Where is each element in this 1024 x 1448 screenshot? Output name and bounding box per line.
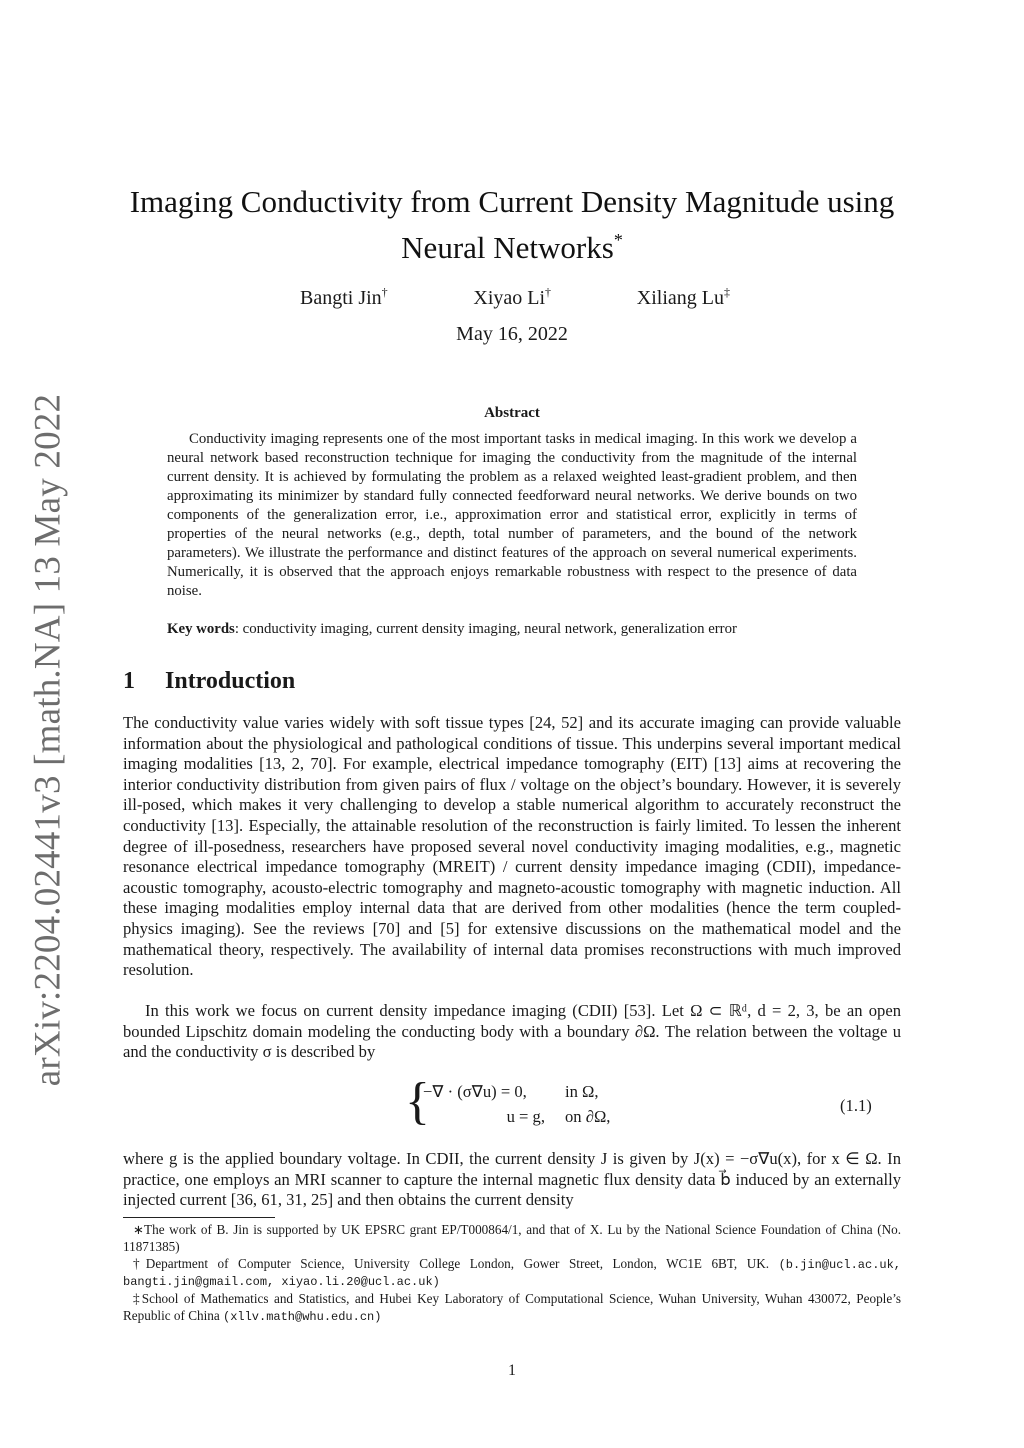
footnote-divider	[123, 1217, 275, 1218]
author: Xiliang Lu‡	[636, 285, 730, 309]
page-number: 1	[508, 1362, 516, 1379]
equation-line-1-condition: in Ω,	[565, 1082, 599, 1101]
keywords-text: : conductivity imaging, current density imaging, neural network, generalization error	[234, 621, 737, 637]
footnote-affiliation-whu: ‡School of Mathematics and Statistics, and Hubei Key Laboratory of Computational Science, Wuhan University, Wuhan 430072, People’s Republic of China (xllv.math@whu.edu.cn)	[123, 1291, 901, 1324]
arxiv-sidebar	[18, 393, 78, 1087]
keywords	[167, 620, 857, 639]
author: Bangti Jin†	[300, 285, 388, 309]
abstract-heading: Abstract	[484, 405, 540, 421]
footnote-affiliation-ucl: †Department of Computer Science, University College London, Gower Street, London, WC1E 6BT, UK. (b.jin@ucl.ac.uk, bangti.jin@gmail.com, xiyao.li.20@ucl.ac.uk)	[123, 1255, 901, 1290]
equation-line-2-lhs: u = g,	[506, 1107, 545, 1126]
footnotes	[123, 1222, 901, 1326]
author-email: (xllv.math@whu.edu.cn)	[223, 1309, 382, 1324]
equation-line-2-condition: on ∂Ω,	[565, 1107, 611, 1126]
author-list	[300, 285, 730, 310]
author-emails: (b.jin@ucl.ac.uk, bangti.jin@gmail.com, xiyao.li.20@ucl.ac.uk)	[123, 1257, 901, 1290]
abstract-body: Conductivity imaging represents one of the most important tasks in medical imaging. In this work we develop a neural network based reconstruction technique for imaging the conductivity from the magnitude of the internal current density. It is achieved by formulating the problem as a relaxed weighted least-gradient problem, and then approximating its minimizer by standard fully connected feedforward neural networks. We derive bounds on two components of the generalization error, i.e., approximation error and statistical error, explicitly in terms of properties of the neural networks (e.g., depth, total number of parameters, and the bound of the network parameters). We illustrate the performance and distinct features of the approach on several numerical experiments. Numerically, it is observed that the approach enjoys remarkable robustness with respect to the presence of data noise.	[167, 431, 857, 599]
section-heading	[123, 668, 295, 695]
footnote-funding: ∗The work of B. Jin is supported by UK EPSRC grant EP/T000864/1, and that of X. Lu by the National Science Foundation of China (No. 11871385)	[123, 1222, 901, 1254]
equation-1-1	[405, 1073, 705, 1136]
intro-paragraph-2: In this work we focus on current density impedance imaging (CDII) [53]. Let Ω ⊂ ℝᵈ, d = 2, 3, be an open bounded Lipschitz domain modeling the conducting body with a boundary ∂Ω. The relation between the voltage u and the conductivity σ is described by	[123, 1001, 901, 1062]
section-number: 1	[123, 668, 135, 694]
title-footnote-mark: *	[613, 230, 623, 250]
intro-paragraph-3: where g is the applied boundary voltage. In CDII, the current density J is given by J(x) = −σ∇u(x), for x ∈ Ω. In practice, one employs an MRI scanner to capture the internal magnetic flux density data b⃗ induced by an externally injected current [36, 61, 31, 25] and then obtains the current density	[123, 1149, 901, 1210]
intro-paragraph-1: The conductivity value varies widely with soft tissue types [24, 52] and its accurate imaging can provide valuable information about the physiological and pathological conditions of tissue. This underpins several important medical imaging modalities [13, 2, 70]. For example, electrical impedance tomography (EIT) [13] aims at recovering the interior conductivity distribution from given pairs of flux / voltage on the object’s boundary. However, it is severely ill-posed, which makes it very challenging to develop a stable numerical algorithm to accurately reconstruct the conductivity [13]. Especially, the attainable resolution of the reconstruction is fairly limited. To lessen the inherent degree of ill-posedness, researchers have proposed several novel conductivity imaging modalities, e.g., magnetic resonance electrical impedance tomography (MREIT) / current density impedance imaging (CDII), impedance-acoustic tomography, acousto-electric tomography and magneto-acoustic tomography with magnetic induction. All these imaging modalities employ internal data that are derived from other modalities (hence the term coupled-physics imaging). See the reviews [70] and [5] for extensive discussions on the mathematical model and the mathematical theory, respectively. The availability of internal data promises reconstructions with much improved resolution.	[123, 713, 901, 980]
equation-line-1-lhs: −∇ · (σ∇u) = 0,	[423, 1082, 527, 1101]
keywords-label: Key words	[167, 621, 235, 637]
equation-brace: {	[405, 1073, 430, 1130]
title-text: Imaging Conductivity from Current Density Magnitude using Neural Networks	[129, 184, 895, 265]
arxiv-identifier: arXiv:2204.02441v3 [math.NA] 13 May 2022	[27, 393, 69, 1087]
section-title: Introduction	[165, 668, 296, 694]
paper-title	[123, 183, 901, 267]
publication-date: May 16, 2022	[456, 323, 568, 345]
equation-number: (1.1)	[840, 1096, 872, 1115]
author: Xiyao Li†	[473, 285, 552, 309]
